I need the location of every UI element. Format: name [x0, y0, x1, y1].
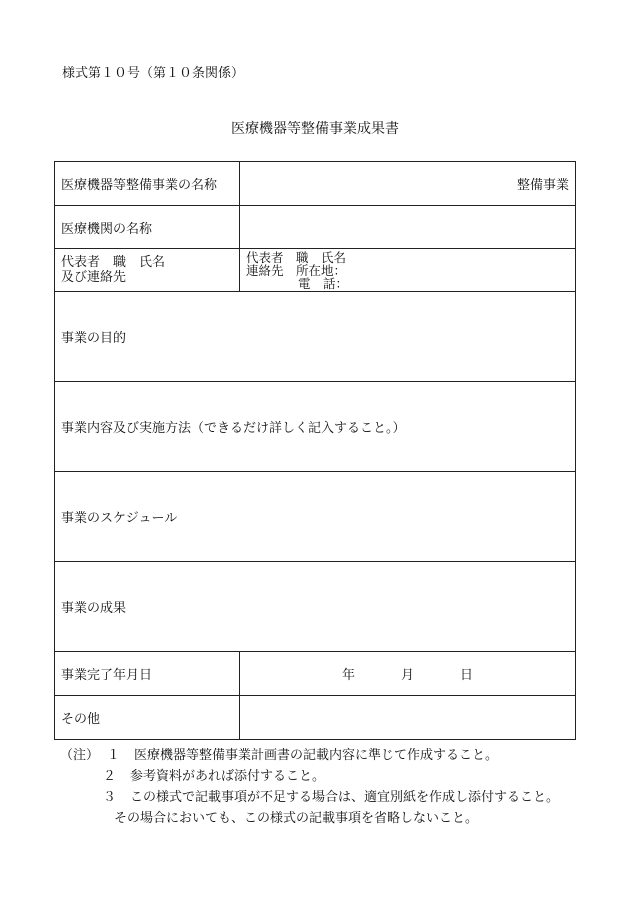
purpose-label: 事業の目的: [61, 331, 127, 346]
other-field[interactable]: [240, 696, 576, 740]
row-schedule: [55, 472, 576, 562]
content-label: 事業内容及び実施方法（できるだけ詳しく記入すること。）: [61, 421, 406, 436]
schedule-field[interactable]: [55, 472, 576, 562]
representative-label-line1: 代表者 職 氏名: [61, 255, 166, 270]
rep-info-phone: 電 話：: [298, 275, 349, 291]
results-label: 事業の成果: [61, 601, 127, 616]
document-title: 医療機器等整備事業成果書: [231, 121, 399, 137]
note-3-continued-text: その場合においても、この様式の記載事項を省略しないこと。: [114, 811, 479, 826]
row-other: [55, 696, 576, 740]
project-name-suffix: 整備事業: [516, 178, 569, 193]
row-completion-date: [55, 652, 576, 696]
form-number: 様式第１０号（第１０条関係）: [62, 66, 245, 81]
note-item-1: [60, 745, 559, 766]
note-1-text: 医療機器等整備事業計画書の記載内容に準じて作成すること。: [134, 748, 499, 763]
schedule-label: 事業のスケジュール: [61, 511, 178, 526]
purpose-field[interactable]: [55, 292, 576, 382]
project-name-field[interactable]: [240, 162, 576, 206]
row-representative: [55, 249, 576, 292]
results-field[interactable]: [55, 562, 576, 652]
rep-info-name: 代表者 職 氏名: [246, 249, 347, 265]
row-purpose: [55, 292, 576, 382]
institution-field[interactable]: [240, 206, 576, 249]
note-3-text: この様式で記載事項が不足する場合は、適宜別紙を作成し添付すること。: [130, 790, 560, 805]
content-field[interactable]: [55, 382, 576, 472]
note-item-3: [60, 787, 559, 808]
note-1-number: １: [107, 748, 121, 763]
note-2-number: ２: [103, 769, 117, 784]
project-name-label: 医療機器等整備事業の名称: [55, 162, 240, 206]
note-item-2: [60, 766, 559, 787]
completion-date-field[interactable]: [240, 652, 576, 696]
representative-label-line2: 及び連絡先: [61, 270, 127, 285]
completion-date-label: 事業完了年月日: [55, 652, 240, 696]
row-project-name: [55, 162, 576, 206]
year-label: 年: [341, 668, 355, 683]
institution-label: 医療機関の名称: [55, 206, 240, 249]
representative-field[interactable]: [240, 249, 576, 292]
report-form-table: [54, 161, 576, 740]
note-item-3-continued: [60, 808, 559, 829]
row-results: [55, 562, 576, 652]
notes-prefix: （注）: [60, 748, 100, 763]
note-2-text: 参考資料があれば添付すること。: [130, 769, 326, 784]
notes-section: [60, 745, 559, 829]
row-content: [55, 382, 576, 472]
rep-info-address: 連絡先 所在地：: [246, 262, 347, 278]
day-label: 日: [460, 668, 474, 683]
month-label: 月: [400, 668, 414, 683]
other-label: その他: [55, 696, 240, 740]
row-institution: [55, 206, 576, 249]
note-3-number: ３: [103, 790, 117, 805]
representative-label: [55, 249, 240, 292]
